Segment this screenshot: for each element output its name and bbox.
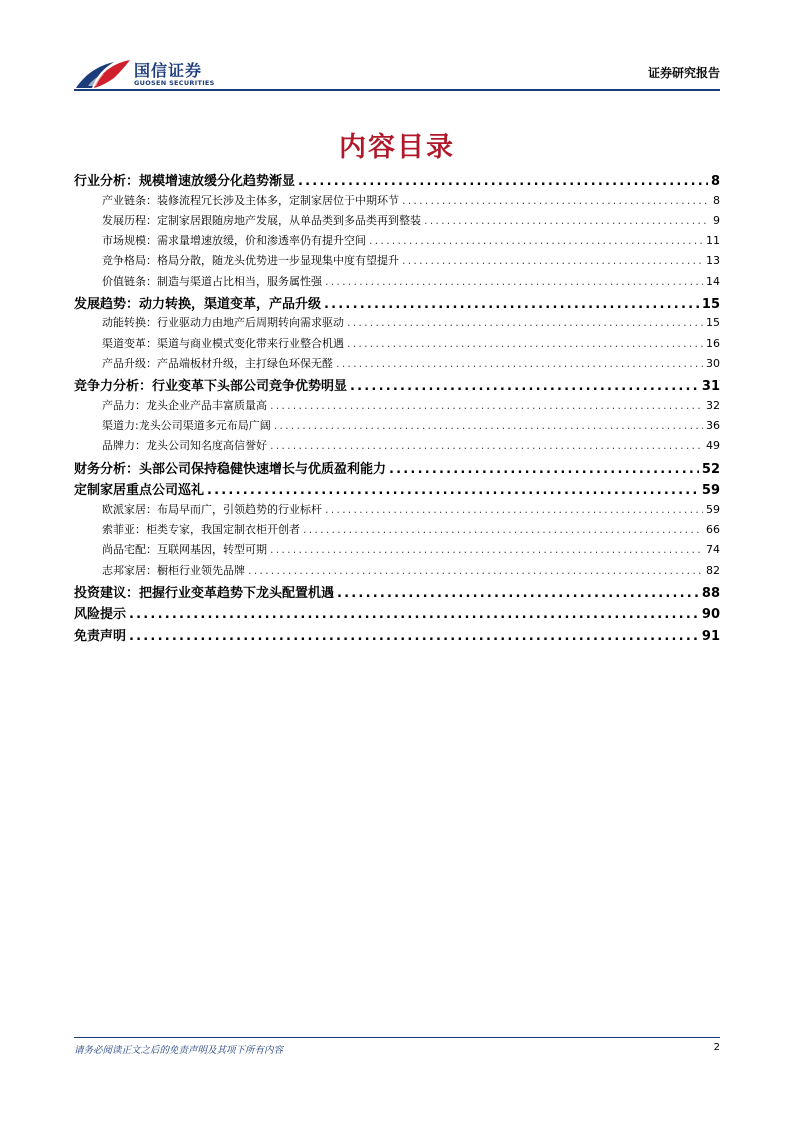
toc-entry-subsection[interactable] bbox=[74, 314, 720, 334]
toc-entry-subsection[interactable] bbox=[74, 501, 720, 521]
toc-entry-title: 产品力：龙头企业产品丰富质量高 bbox=[102, 398, 267, 412]
toc-dot-leader bbox=[369, 234, 703, 247]
toc-entry-title: 产业链条：装修流程冗长涉及主体多，定制家居位于中期环节 bbox=[102, 193, 399, 207]
report-type-label: 证券研究报告 bbox=[647, 66, 720, 80]
page-number: 2 bbox=[713, 1042, 720, 1053]
logo-chinese-name: 国信证券 bbox=[134, 61, 203, 80]
toc-dot-leader bbox=[347, 316, 703, 329]
toc-entry-subsection[interactable] bbox=[74, 355, 720, 375]
toc-entry-title: 投资建议：把握行业变革趋势下龙头配置机遇 bbox=[74, 585, 335, 601]
toc-entry-subsection[interactable] bbox=[74, 252, 720, 272]
toc-dot-leader bbox=[325, 275, 703, 288]
toc-entry-page: 16 bbox=[706, 336, 720, 350]
toc-entry-page: 59 bbox=[701, 483, 720, 499]
toc-entry-title: 志邦家居：橱柜行业领先品牌 bbox=[102, 563, 245, 577]
toc-entry-section[interactable] bbox=[74, 293, 720, 315]
toc-dot-leader bbox=[129, 607, 699, 622]
toc-entry-page: 91 bbox=[701, 628, 720, 644]
toc-entry-page: 9 bbox=[713, 213, 720, 227]
toc-entry-subsection[interactable] bbox=[74, 397, 720, 417]
toc-entry-page: 49 bbox=[706, 439, 720, 453]
toc-dot-leader bbox=[350, 379, 699, 394]
toc-entry-title: 市场规模：需求量增速放缓，价和渗透率仍有提升空间 bbox=[102, 234, 366, 248]
toc-entry-title: 渠道力:龙头公司渠道多元布局广阔 bbox=[102, 419, 271, 433]
toc-entry-page: 36 bbox=[706, 419, 720, 433]
footer-disclaimer-note: 请务必阅读正文之后的免责声明及其项下所有内容 bbox=[74, 1045, 284, 1056]
toc-entry-subsection[interactable] bbox=[74, 541, 720, 561]
toc-entry-page: 88 bbox=[701, 585, 720, 601]
toc-dot-leader bbox=[389, 462, 699, 477]
toc-entry-title: 发展趋势：动力转换，渠道变革，产品升级 bbox=[74, 296, 322, 312]
toc-entry-title: 尚品宅配：互联网基因，转型可期 bbox=[102, 543, 267, 557]
toc-title: 内容目录 bbox=[339, 132, 455, 163]
toc-entry-title: 索菲亚：柜类专家，我国定制衣柜开创者 bbox=[102, 523, 300, 537]
toc-entry-section[interactable] bbox=[74, 479, 720, 501]
toc-entry-subsection[interactable] bbox=[74, 212, 720, 232]
toc-dot-leader bbox=[325, 503, 703, 516]
toc-entry-page: 74 bbox=[706, 543, 720, 557]
toc-dot-leader bbox=[324, 297, 699, 312]
toc-entry-section[interactable] bbox=[74, 375, 720, 397]
toc-entry-page: 52 bbox=[701, 461, 720, 477]
toc-entry-page: 82 bbox=[706, 563, 720, 577]
toc-dot-leader bbox=[298, 174, 708, 189]
toc-dot-leader bbox=[270, 439, 703, 452]
toc-entry-title: 行业分析：规模增速放缓分化趋势渐显 bbox=[74, 174, 296, 189]
toc-entry-page: 59 bbox=[706, 502, 720, 516]
company-logo bbox=[74, 56, 224, 90]
toc-entry-subsection[interactable] bbox=[74, 562, 720, 582]
toc-entry-title: 产品升级：产品端板材升级，主打绿色环保无醛 bbox=[102, 357, 333, 371]
toc-dot-leader bbox=[270, 399, 703, 412]
toc-entry-title: 风险提示 bbox=[74, 607, 127, 623]
toc-entry-title: 价值链条：制造与渠道占比相当，服务属性强 bbox=[102, 274, 322, 288]
toc-entry-title: 定制家居重点公司巡礼 bbox=[74, 483, 205, 499]
toc-dot-leader bbox=[337, 586, 699, 601]
toc-dot-leader bbox=[402, 254, 703, 267]
toc-entry-subsection[interactable] bbox=[74, 417, 720, 437]
toc-entry-title: 财务分析：头部公司保持稳健快速增长与优质盈利能力 bbox=[74, 461, 387, 477]
toc-entry-subsection[interactable] bbox=[74, 192, 720, 212]
header-divider bbox=[74, 89, 720, 91]
toc-entry-title: 渠道变革：渠道与商业模式变化带来行业整合机遇 bbox=[102, 336, 344, 350]
toc-dot-leader bbox=[270, 543, 703, 556]
toc-entry-page: 11 bbox=[706, 234, 720, 248]
logo-english-name: GUOSEN SECURITIES bbox=[134, 79, 215, 87]
toc-entry-title: 欧派家居：布局早而广，引领趋势的行业标杆 bbox=[102, 502, 322, 516]
page-header bbox=[74, 52, 720, 90]
toc-entry-subsection[interactable] bbox=[74, 273, 720, 293]
toc-entry-page: 8 bbox=[710, 174, 720, 189]
toc-entry-page: 31 bbox=[701, 379, 720, 395]
toc-entry-section[interactable] bbox=[74, 458, 720, 480]
toc-entry-page: 8 bbox=[713, 193, 720, 207]
toc-dot-leader bbox=[402, 194, 710, 207]
toc-entry-page: 15 bbox=[701, 296, 720, 312]
toc-dot-leader bbox=[303, 523, 703, 536]
toc-entry-section[interactable] bbox=[74, 603, 720, 625]
toc-entry-subsection[interactable] bbox=[74, 232, 720, 252]
toc-entry-section[interactable] bbox=[74, 625, 720, 647]
toc-entry-page: 13 bbox=[706, 254, 720, 268]
toc-entry-title: 动能转换：行业驱动力由地产后周期转向需求驱动 bbox=[102, 316, 344, 330]
toc-entry-page: 14 bbox=[706, 274, 720, 288]
toc-entry-title: 发展历程：定制家居跟随房地产发展，从单品类到多品类再到整装 bbox=[102, 213, 421, 227]
toc-dot-leader bbox=[129, 629, 699, 644]
toc-dot-leader bbox=[207, 483, 699, 498]
toc-entry-subsection[interactable] bbox=[74, 437, 720, 457]
toc-entry-page: 30 bbox=[706, 357, 720, 371]
toc-dot-leader bbox=[248, 564, 703, 577]
toc-entry-section[interactable] bbox=[74, 170, 720, 192]
toc-entry-section[interactable] bbox=[74, 582, 720, 604]
toc-entry-page: 90 bbox=[701, 607, 720, 623]
toc-entry-title: 免责声明 bbox=[74, 628, 127, 644]
footer-divider bbox=[74, 1037, 720, 1038]
toc-entry-title: 竞争格局：格局分散，随龙头优势进一步显现集中度有望提升 bbox=[102, 254, 399, 268]
toc-dot-leader bbox=[336, 357, 703, 370]
toc-entry-title: 品牌力：龙头公司知名度高信誉好 bbox=[102, 439, 267, 453]
guosen-logo-icon bbox=[74, 56, 132, 90]
toc-entry-title: 竞争力分析：行业变革下头部公司竞争优势明显 bbox=[74, 379, 348, 395]
toc-entry-subsection[interactable] bbox=[74, 521, 720, 541]
toc-entry-page: 15 bbox=[706, 316, 720, 330]
toc-entry-page: 32 bbox=[706, 398, 720, 412]
toc-dot-leader bbox=[274, 419, 703, 432]
toc-entry-subsection[interactable] bbox=[74, 335, 720, 355]
table-of-contents bbox=[74, 170, 720, 646]
toc-dot-leader bbox=[347, 337, 703, 350]
toc-dot-leader bbox=[424, 214, 710, 227]
toc-entry-page: 66 bbox=[706, 523, 720, 537]
